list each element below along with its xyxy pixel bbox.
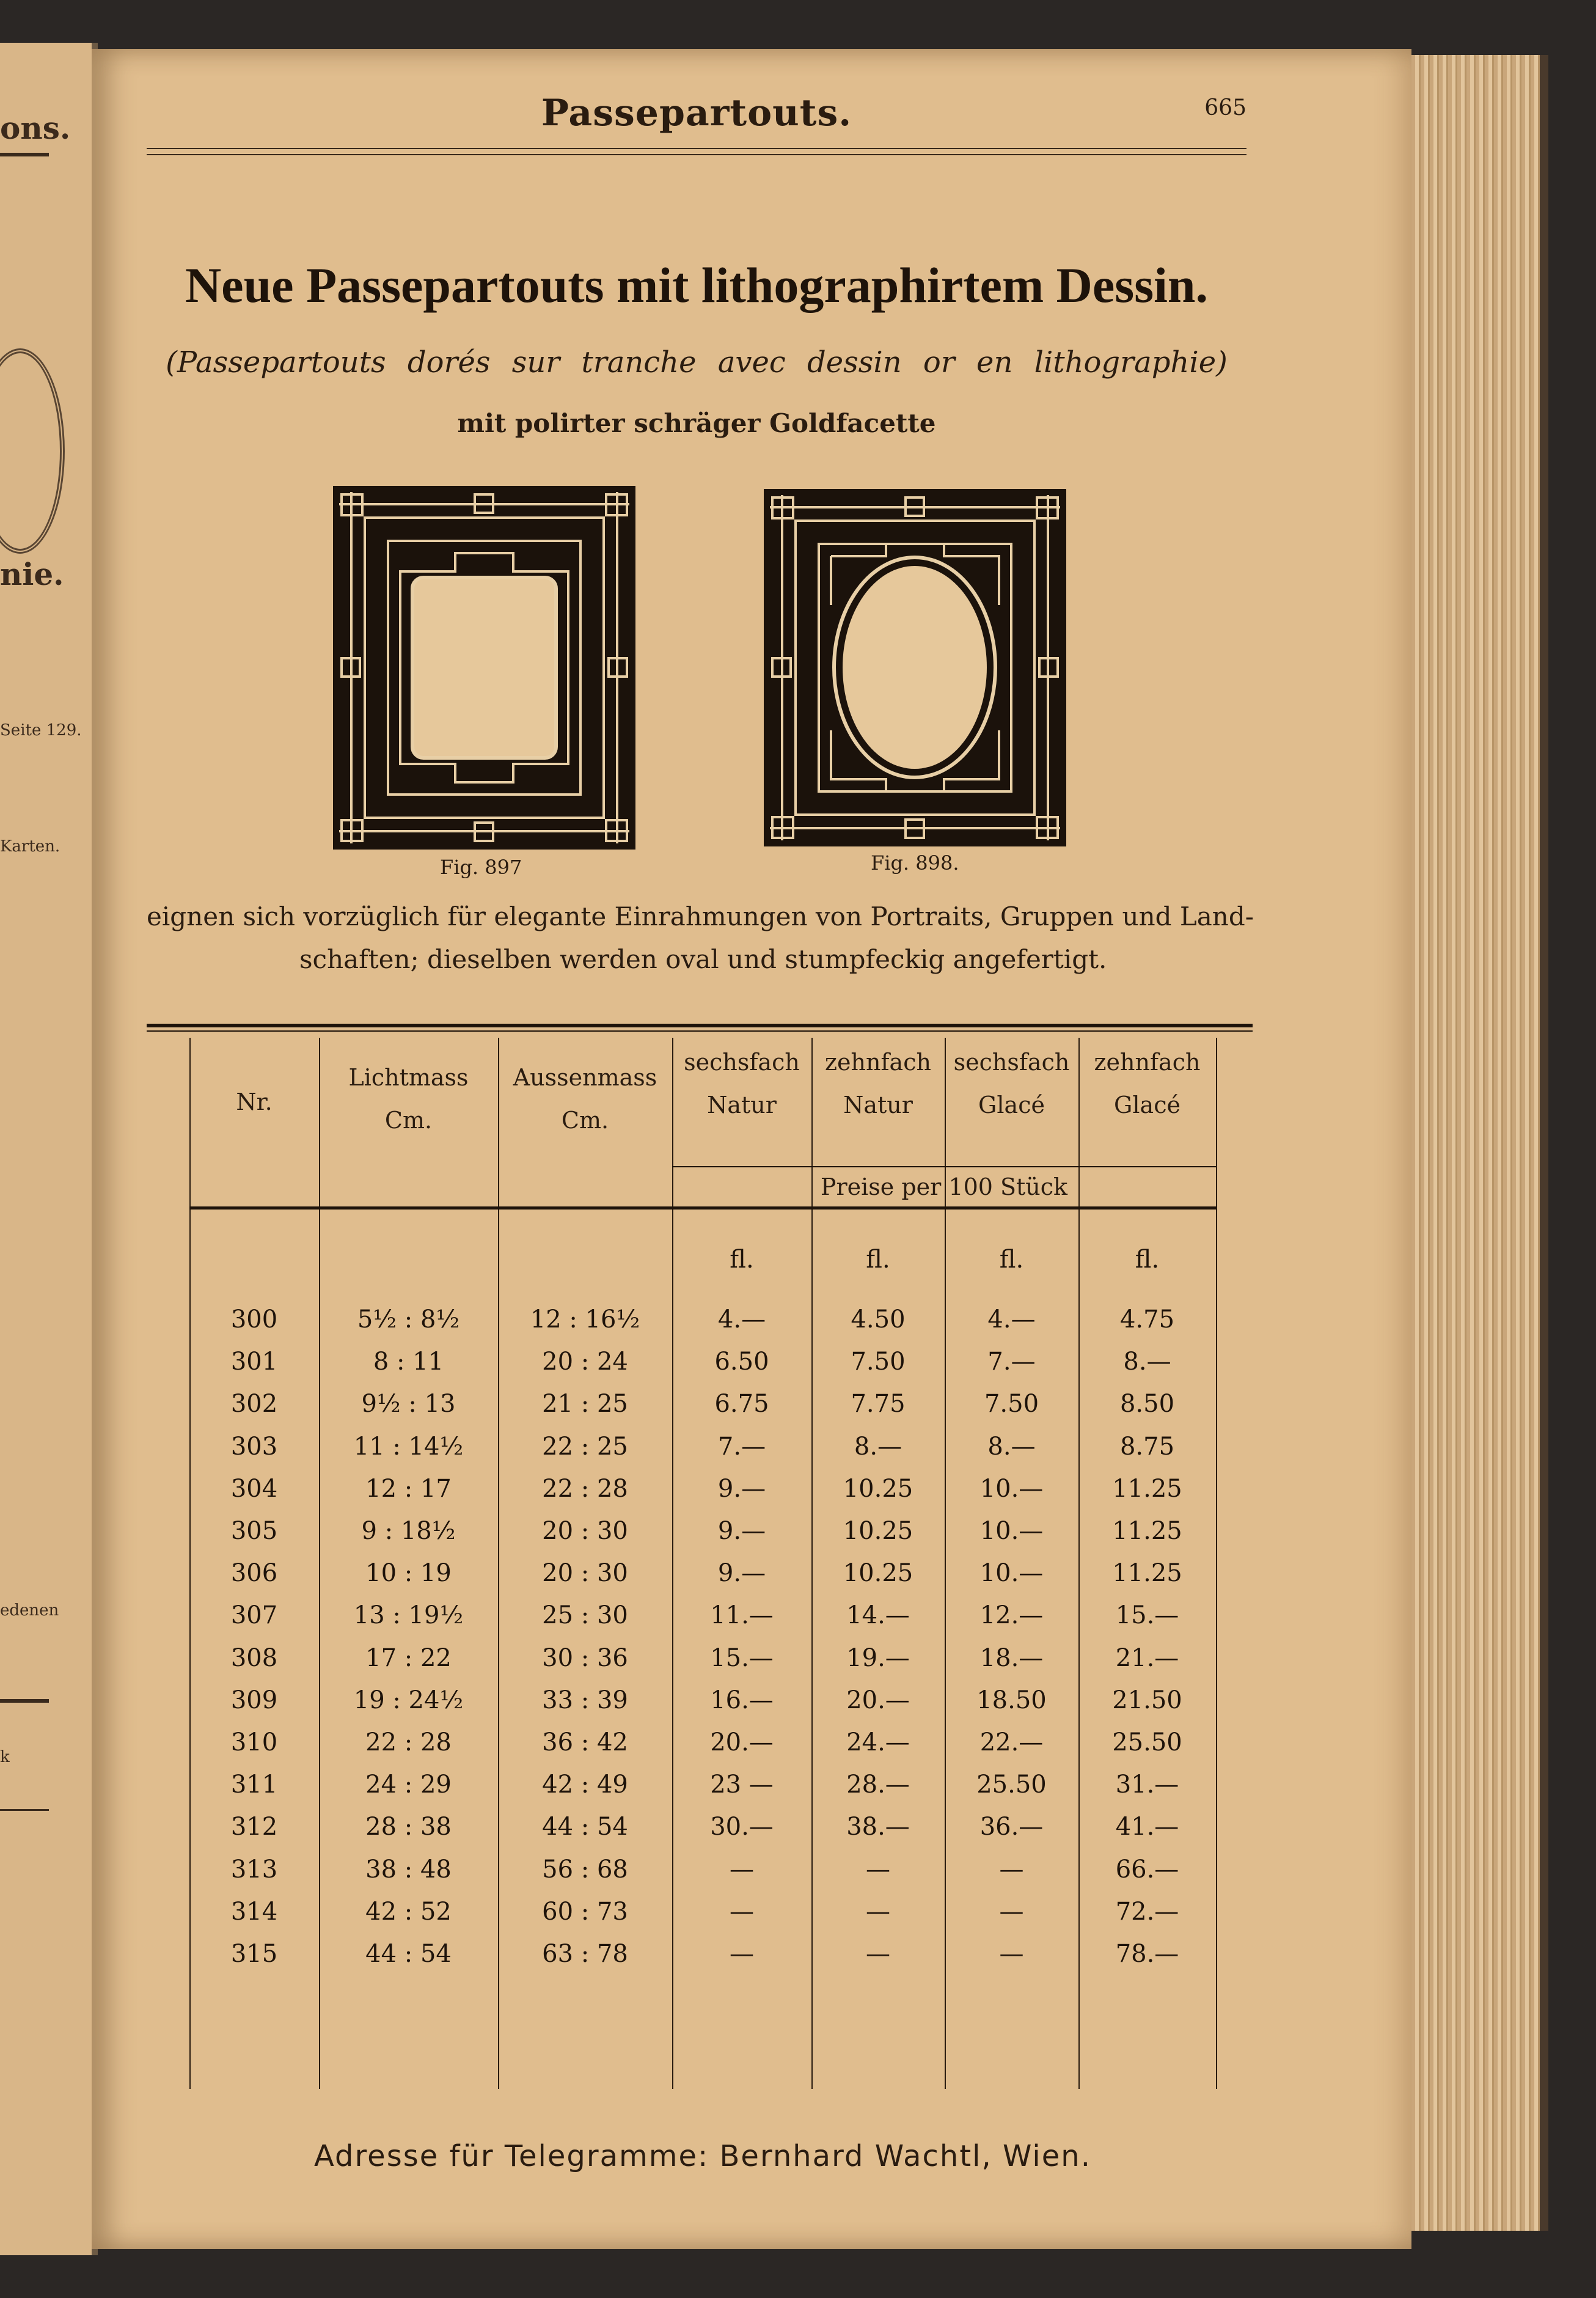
cell-aussenmass: 25 : 30 bbox=[542, 1601, 628, 1629]
cell-aussenmass: 20 : 24 bbox=[542, 1348, 628, 1376]
figure-898 bbox=[764, 489, 1066, 846]
cell-nr: 301 bbox=[230, 1348, 278, 1376]
page-edges bbox=[1411, 55, 1548, 2231]
cell-nr: 302 bbox=[230, 1390, 278, 1418]
cell-nr: 312 bbox=[230, 1813, 278, 1841]
cell-lichtmass: 8 : 11 bbox=[373, 1348, 444, 1376]
cell-aussenmass: 36 : 42 bbox=[542, 1728, 628, 1757]
cell-sechsfach-natur: — bbox=[730, 1940, 754, 1968]
cell-sechsfach-glace: 7.— bbox=[987, 1348, 1036, 1376]
cell-sechsfach-glace: 10.— bbox=[979, 1475, 1044, 1503]
cell-zehnfach-natur: 24.— bbox=[846, 1728, 910, 1757]
cell-zehnfach-glace: 78.— bbox=[1115, 1940, 1179, 1968]
cell-aussenmass: 63 : 78 bbox=[542, 1940, 628, 1968]
cell-lichtmass: 22 : 28 bbox=[365, 1728, 452, 1757]
cell-zehnfach-natur: 7.75 bbox=[851, 1390, 906, 1418]
cell-aussenmass: 21 : 25 bbox=[542, 1390, 628, 1418]
cell-lichtmass: 9½ : 13 bbox=[361, 1390, 456, 1418]
cell-zehnfach-natur: 10.25 bbox=[843, 1559, 913, 1587]
cell-sechsfach-natur: 16.— bbox=[710, 1686, 774, 1714]
cell-lichtmass: 17 : 22 bbox=[365, 1644, 452, 1672]
header-sechsfach-glace: sechsfach Glacé bbox=[953, 1049, 1070, 1118]
cell-sechsfach-natur: 20.— bbox=[710, 1728, 774, 1757]
cell-aussenmass: 44 : 54 bbox=[542, 1813, 628, 1841]
cell-zehnfach-natur: 10.25 bbox=[843, 1517, 913, 1545]
subtitle-german: mit polirter schräger Goldfacette bbox=[457, 408, 936, 438]
description-line-2: schaften; dieselben werden oval und stumpfeckig angefertigt. bbox=[299, 944, 1107, 974]
cell-sechsfach-glace: 18.— bbox=[979, 1644, 1044, 1672]
cell-zehnfach-glace: 66.— bbox=[1115, 1856, 1179, 1884]
cell-nr: 306 bbox=[230, 1559, 278, 1587]
cell-sechsfach-natur: — bbox=[730, 1898, 754, 1926]
cell-lichtmass: 19 : 24½ bbox=[353, 1686, 464, 1714]
left-rule bbox=[0, 1699, 49, 1703]
cell-lichtmass: 28 : 38 bbox=[365, 1813, 452, 1841]
left-fragment-text: k bbox=[0, 1748, 10, 1766]
cell-sechsfach-natur: 23 — bbox=[710, 1771, 774, 1799]
cell-zehnfach-glace: 15.— bbox=[1115, 1601, 1179, 1629]
left-fragment-text: Seite 129. bbox=[0, 721, 82, 740]
left-rule bbox=[0, 1809, 49, 1811]
cell-aussenmass: 20 : 30 bbox=[542, 1559, 628, 1587]
cell-zehnfach-natur: — bbox=[866, 1898, 890, 1926]
header-price-note: Preise per 100 Stück bbox=[820, 1173, 1068, 1200]
header-zehnfach-natur: zehnfach Natur bbox=[825, 1049, 931, 1118]
running-title: Passepartouts. bbox=[541, 92, 852, 134]
cell-zehnfach-glace: 8.50 bbox=[1119, 1390, 1175, 1418]
cell-nr: 308 bbox=[230, 1644, 278, 1672]
head-rule bbox=[147, 154, 1246, 155]
cell-zehnfach-glace: 31.— bbox=[1115, 1771, 1179, 1799]
cell-zehnfach-natur: 4.50 bbox=[851, 1305, 906, 1334]
telegram-address: Adresse für Telegramme: Bernhard Wachtl, Wien. bbox=[314, 2139, 1091, 2173]
cell-nr: 311 bbox=[230, 1771, 278, 1799]
cell-sechsfach-glace: 18.50 bbox=[976, 1686, 1047, 1714]
header-aussenmass: Aussenmass Cm. bbox=[513, 1064, 657, 1134]
cell-zehnfach-natur: 8.— bbox=[854, 1433, 902, 1461]
cell-sechsfach-glace: — bbox=[999, 1940, 1024, 1968]
cell-aussenmass: 22 : 25 bbox=[542, 1433, 628, 1461]
cell-zehnfach-natur: 14.— bbox=[846, 1601, 910, 1629]
cell-zehnfach-natur: — bbox=[866, 1940, 890, 1968]
cell-zehnfach-natur: 7.50 bbox=[851, 1348, 906, 1376]
left-fragment-text: edenen bbox=[0, 1601, 59, 1620]
cell-lichtmass: 9 : 18½ bbox=[361, 1517, 456, 1545]
left-seal bbox=[0, 348, 65, 554]
cell-zehnfach-natur: 19.— bbox=[846, 1644, 910, 1672]
cell-nr: 304 bbox=[230, 1475, 278, 1503]
figure-caption: Fig. 897 bbox=[440, 856, 522, 879]
column-rule bbox=[1216, 1038, 1217, 2089]
header-sechsfach-natur: sechsfach Natur bbox=[684, 1049, 800, 1118]
cell-sechsfach-natur: 4.— bbox=[717, 1305, 766, 1334]
cell-sechsfach-natur: 9.— bbox=[717, 1475, 766, 1503]
cell-zehnfach-glace: 25.50 bbox=[1112, 1728, 1182, 1757]
header-zehnfach-glace: zehnfach Glacé bbox=[1094, 1049, 1201, 1118]
price-table bbox=[147, 1019, 1259, 2107]
cell-nr: 314 bbox=[230, 1898, 278, 1926]
cell-zehnfach-glace: 21.— bbox=[1115, 1644, 1179, 1672]
head-rule bbox=[147, 148, 1246, 149]
running-head bbox=[147, 92, 1246, 159]
cell-zehnfach-natur: 28.— bbox=[846, 1771, 910, 1799]
cell-lichtmass: 11 : 14½ bbox=[353, 1433, 464, 1461]
page-number: 665 bbox=[1204, 95, 1246, 120]
cell-sechsfach-glace: 7.50 bbox=[984, 1390, 1039, 1418]
cell-sechsfach-natur: 9.— bbox=[717, 1559, 766, 1587]
cell-sechsfach-natur: 6.75 bbox=[714, 1390, 769, 1418]
cell-sechsfach-glace: 8.— bbox=[987, 1433, 1036, 1461]
cell-nr: 309 bbox=[230, 1686, 278, 1714]
description-line-1: eignen sich vorzüglich für elegante Einrahmungen von Portraits, Gruppen und Land- bbox=[147, 901, 1254, 931]
left-rule bbox=[0, 153, 49, 156]
cell-zehnfach-glace: 21.50 bbox=[1112, 1686, 1182, 1714]
cell-lichtmass: 38 : 48 bbox=[365, 1856, 452, 1884]
cell-zehnfach-natur: 38.— bbox=[846, 1813, 910, 1841]
cell-aussenmass: 56 : 68 bbox=[542, 1856, 628, 1884]
cell-zehnfach-natur: 20.— bbox=[846, 1686, 910, 1714]
main-title: Neue Passepartouts mit lithographirtem Dessin. bbox=[185, 257, 1209, 313]
cell-sechsfach-glace: — bbox=[999, 1898, 1024, 1926]
left-fragment-text: Karten. bbox=[0, 837, 60, 856]
cell-zehnfach-glace: 4.75 bbox=[1119, 1305, 1175, 1334]
cell-nr: 300 bbox=[230, 1305, 278, 1334]
header-nr: Nr. bbox=[236, 1088, 273, 1115]
cell-aussenmass: 33 : 39 bbox=[542, 1686, 628, 1714]
cell-zehnfach-glace: 11.25 bbox=[1112, 1475, 1182, 1503]
cell-lichtmass: 10 : 19 bbox=[365, 1559, 452, 1587]
table-top-rule bbox=[147, 1030, 1253, 1032]
figure-caption: Fig. 898. bbox=[871, 851, 959, 875]
cell-aussenmass: 60 : 73 bbox=[542, 1898, 628, 1926]
cell-sechsfach-natur: — bbox=[730, 1856, 754, 1884]
cell-zehnfach-glace: 11.25 bbox=[1112, 1559, 1182, 1587]
cell-sechsfach-natur: 11.— bbox=[710, 1601, 774, 1629]
cell-sechsfach-glace: 22.— bbox=[979, 1728, 1044, 1757]
facing-page-left bbox=[0, 43, 98, 2255]
cell-lichtmass: 44 : 54 bbox=[365, 1940, 452, 1968]
cell-zehnfach-glace: 8.75 bbox=[1119, 1433, 1175, 1461]
cell-sechsfach-natur: 6.50 bbox=[714, 1348, 769, 1376]
cell-lichtmass: 13 : 19½ bbox=[353, 1601, 464, 1629]
cell-sechsfach-glace: 10.— bbox=[979, 1559, 1044, 1587]
cell-sechsfach-glace: 36.— bbox=[979, 1813, 1044, 1841]
cell-nr: 315 bbox=[230, 1940, 278, 1968]
cell-zehnfach-glace: 11.25 bbox=[1112, 1517, 1182, 1545]
cell-nr: 310 bbox=[230, 1728, 278, 1757]
subtitle-french: (Passepartouts dorés sur tranche avec dessin or en lithographie) bbox=[166, 345, 1228, 380]
currency-label: fl. bbox=[866, 1246, 890, 1274]
left-fragment-text: ons. bbox=[0, 110, 71, 146]
header-bottom-rule bbox=[189, 1206, 1217, 1210]
cell-sechsfach-glace: — bbox=[999, 1856, 1024, 1884]
cell-sechsfach-glace: 25.50 bbox=[976, 1771, 1047, 1799]
cell-zehnfach-glace: 72.— bbox=[1115, 1898, 1179, 1926]
cell-aussenmass: 22 : 28 bbox=[542, 1475, 628, 1503]
cell-aussenmass: 20 : 30 bbox=[542, 1517, 628, 1545]
currency-label: fl. bbox=[1135, 1246, 1160, 1274]
cell-nr: 303 bbox=[230, 1433, 278, 1461]
cell-nr: 305 bbox=[230, 1517, 278, 1545]
cell-sechsfach-natur: 7.— bbox=[717, 1433, 766, 1461]
left-fragment-text: nie. bbox=[0, 556, 64, 592]
cell-sechsfach-glace: 4.— bbox=[987, 1305, 1036, 1334]
currency-label: fl. bbox=[730, 1246, 754, 1274]
cell-aussenmass: 12 : 16½ bbox=[530, 1305, 640, 1334]
cell-nr: 307 bbox=[230, 1601, 278, 1629]
cell-zehnfach-glace: 41.— bbox=[1115, 1813, 1179, 1841]
cell-zehnfach-natur: 10.25 bbox=[843, 1475, 913, 1503]
cell-sechsfach-natur: 15.— bbox=[710, 1644, 774, 1672]
cell-sechsfach-natur: 30.— bbox=[710, 1813, 774, 1841]
header-lichtmass: Lichtmass Cm. bbox=[348, 1064, 469, 1134]
currency-label: fl. bbox=[999, 1246, 1024, 1274]
cell-aussenmass: 42 : 49 bbox=[542, 1771, 628, 1799]
figure-897 bbox=[333, 486, 635, 850]
cell-lichtmass: 42 : 52 bbox=[365, 1898, 452, 1926]
cell-zehnfach-glace: 8.— bbox=[1123, 1348, 1171, 1376]
cell-sechsfach-natur: 9.— bbox=[717, 1517, 766, 1545]
cell-zehnfach-natur: — bbox=[866, 1856, 890, 1884]
cell-lichtmass: 12 : 17 bbox=[365, 1475, 452, 1503]
cell-lichtmass: 24 : 29 bbox=[365, 1771, 452, 1799]
cell-sechsfach-glace: 12.— bbox=[979, 1601, 1044, 1629]
cell-sechsfach-glace: 10.— bbox=[979, 1517, 1044, 1545]
cell-aussenmass: 30 : 36 bbox=[542, 1644, 628, 1672]
cell-lichtmass: 5½ : 8½ bbox=[357, 1305, 460, 1334]
cell-nr: 313 bbox=[230, 1856, 278, 1884]
table-top-rule bbox=[147, 1024, 1253, 1027]
